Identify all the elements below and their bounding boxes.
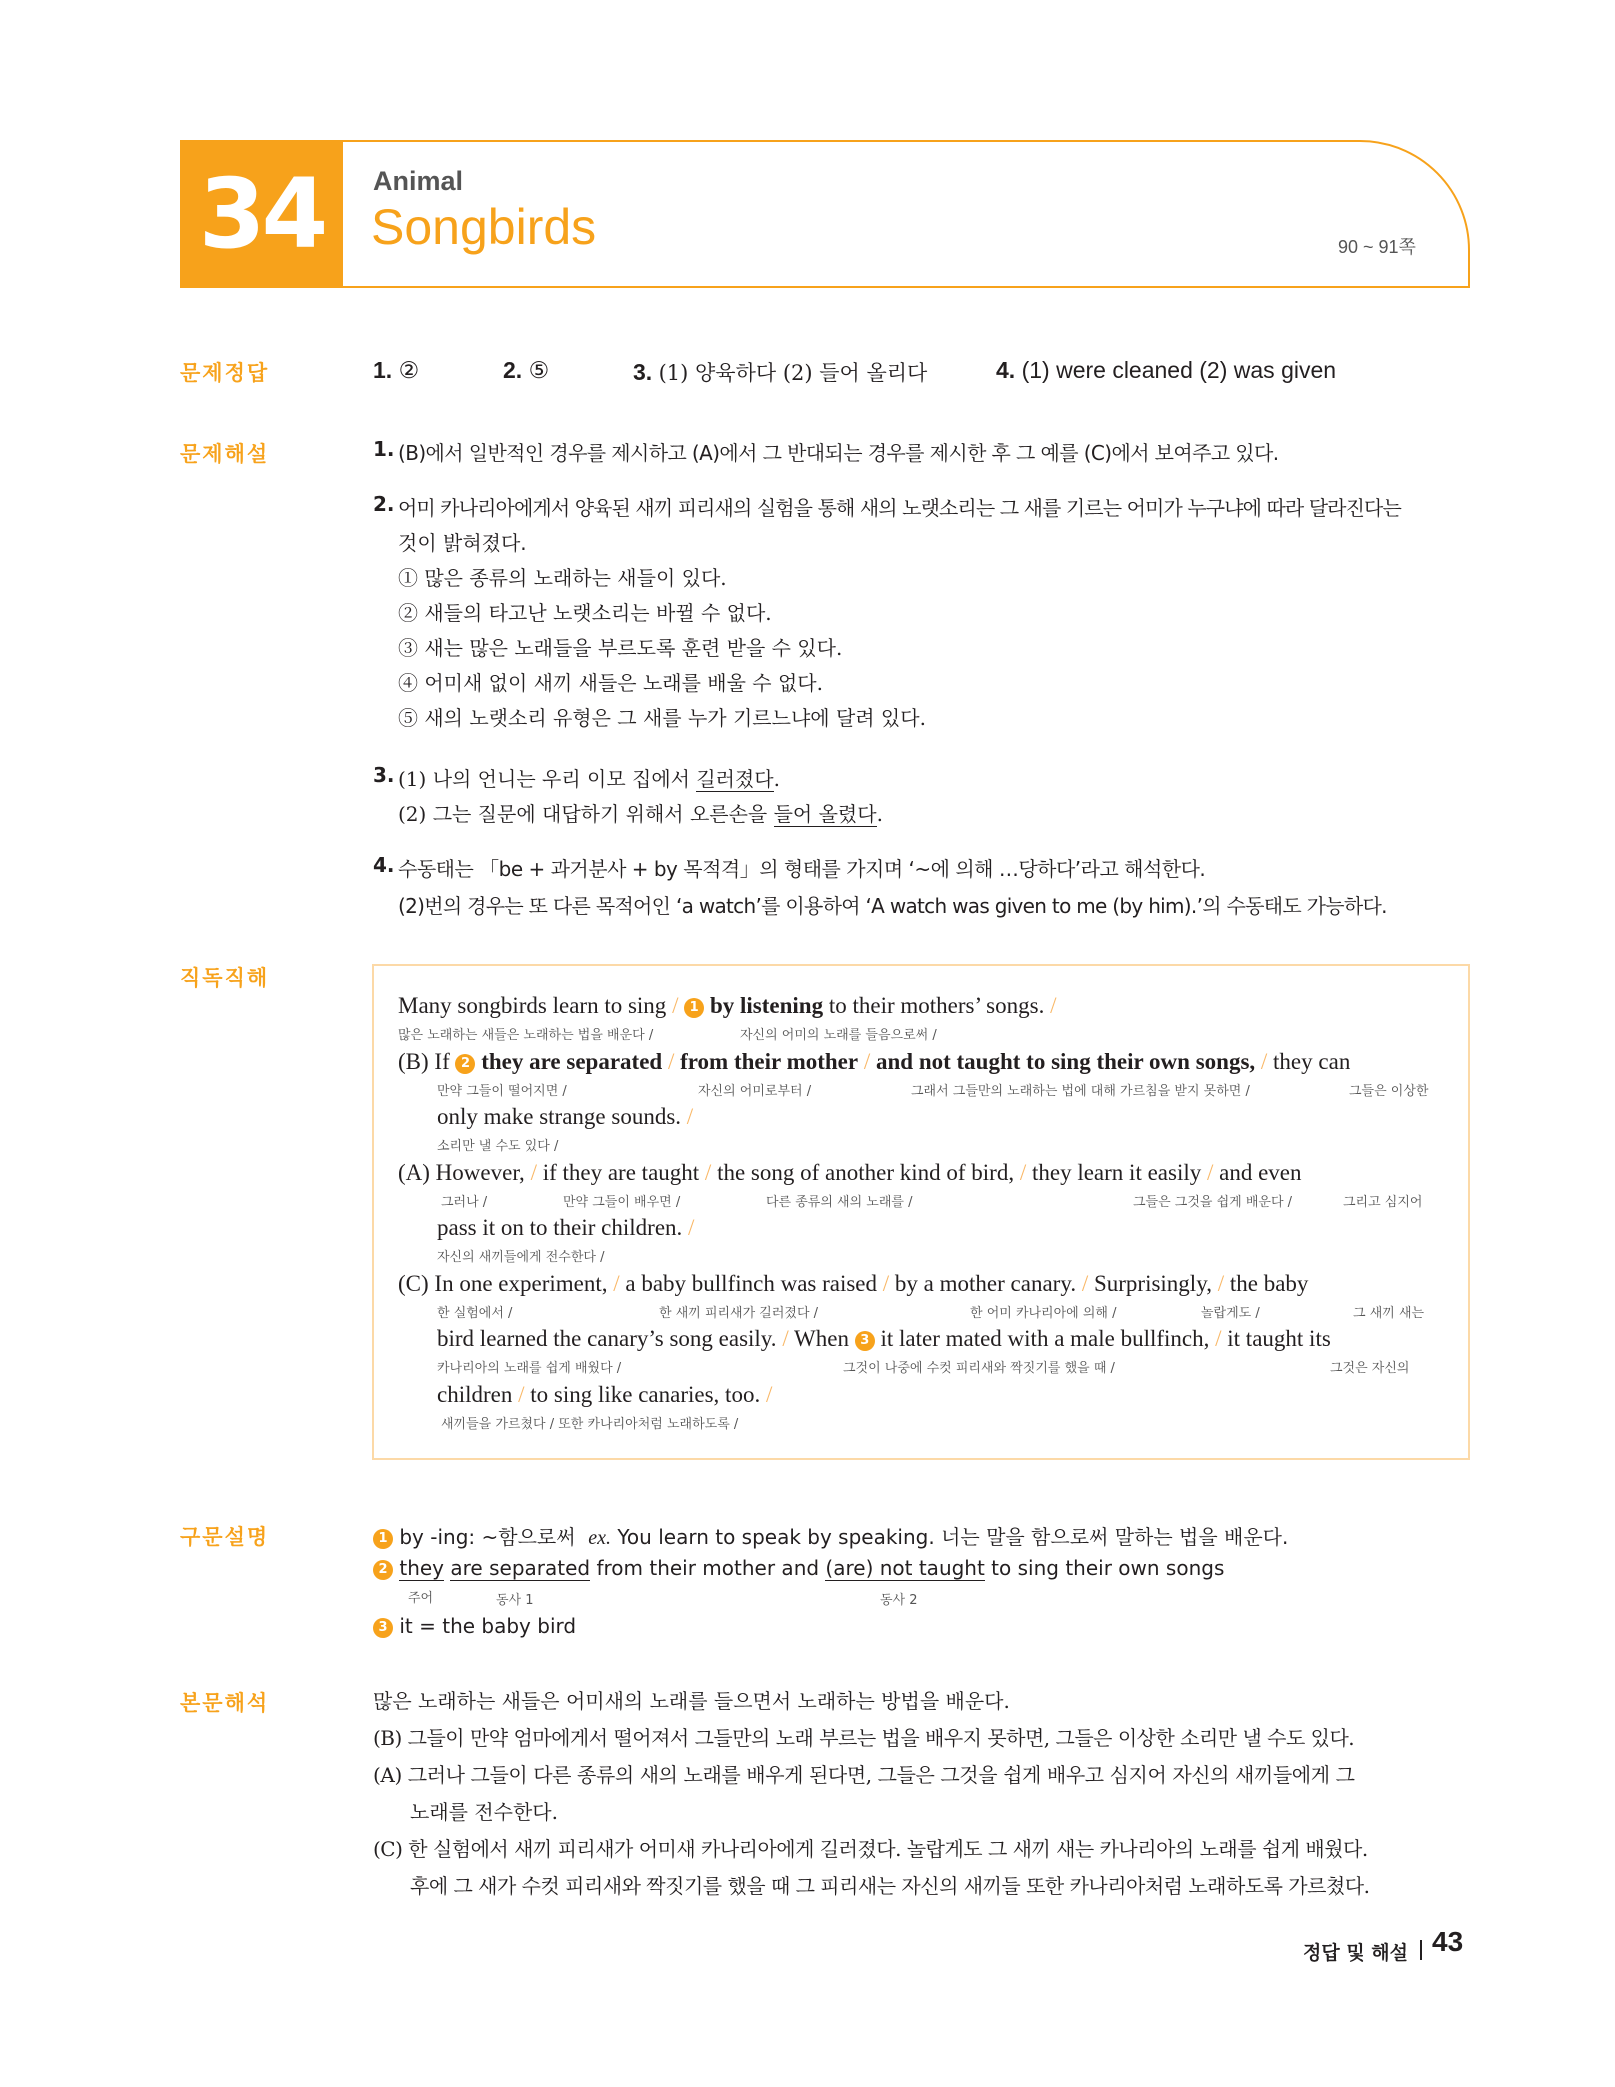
answer-3: 3. (1) 양육하다 (2) 들어 올리다 xyxy=(633,359,928,385)
reading-gloss-4c: 다른 종류의 새의 노래를 / xyxy=(766,1195,913,1210)
grammar-note-2: 2 they are separated from their mother and (are) not taught to sing their own songs xyxy=(373,1556,1224,1580)
grammar-note-1: 1 by -ing: ~함으로써 ex. You learn to speak by speaking. 너는 말을 함으로써 말하는 법을 배운다. xyxy=(373,1521,1288,1550)
reading-gloss-4a: 그러나 / xyxy=(441,1195,488,1210)
reading-gloss-2d: 그들은 이상한 xyxy=(1349,1084,1429,1099)
translation-3-line2: 노래를 전수한다. xyxy=(410,1800,558,1824)
reading-line-3: only make strange sounds. / xyxy=(437,1104,694,1129)
reading-gloss-7c: 그것은 자신의 xyxy=(1330,1361,1410,1376)
explanation-4-line1: 수동태는 「be + 과거분사 + by 목적격」의 형태를 가지며 ‘~에 의해 …당하다’라고 해석한다. xyxy=(398,857,1206,881)
reading-gloss-7b: 그것이 나중에 수컷 피리새와 짝짓기를 했을 때 / xyxy=(843,1361,1115,1376)
label-direct-reading: 직독직해 xyxy=(180,966,270,990)
reading-line-7: bird learned the canary’s song easily. / When 3 it later mated with a male bullfinch, / it taught its xyxy=(437,1326,1331,1351)
chapter-number: 34 xyxy=(180,140,343,288)
translation-3-line1: (A) 그러나 그들이 다른 종류의 새의 노래를 배우게 된다면, 그들은 그것을 쉽게 배우고 심지어 자신의 새끼들에게 그 xyxy=(373,1763,1355,1787)
label-answers: 문제정답 xyxy=(180,361,270,385)
option-2: ② 새들의 타고난 노랫소리는 바뀔 수 없다. xyxy=(398,601,772,625)
label-explanations: 문제해설 xyxy=(180,442,270,466)
explanation-4-line2: (2)번의 경우는 또 다른 목적어인 ‘a watch’를 이용하여 ‘A watch was given to me (by him).’의 수동태도 가능하다. xyxy=(398,894,1387,918)
chapter-category: Animal xyxy=(373,166,464,196)
explanation-2-line1: 어미 카나리아에게서 양육된 새끼 피리새의 실험을 통해 새의 노랫소리는 그 새를 기르는 어미가 누구냐에 따라 달라진다는 xyxy=(398,496,1401,520)
reading-gloss-7a: 카나리아의 노래를 쉽게 배웠다 / xyxy=(437,1361,622,1376)
reading-line-5: pass it on to their children. / xyxy=(437,1215,695,1240)
reading-line-1: Many songbirds learn to sing / 1 by listening to their mothers’ songs. / xyxy=(398,993,1057,1018)
explanation-1-text: (B)에서 일반적인 경우를 제시하고 (A)에서 그 반대되는 경우를 제시한 후 그 예를 (C)에서 보여주고 있다. xyxy=(398,441,1279,465)
option-4: ④ 어미새 없이 새끼 새들은 노래를 배울 수 없다. xyxy=(398,671,823,695)
page-number: 43 xyxy=(1432,1926,1464,1957)
reading-gloss-6d: 놀랍게도 / xyxy=(1201,1306,1260,1321)
answer-2: 2. ⑤ xyxy=(503,357,550,383)
reading-gloss-4e: 그리고 심지어 xyxy=(1343,1195,1423,1210)
translation-4-line1: (C) 한 실험에서 새끼 피리새가 어미새 카나리아에게 길러졌다. 놀랍게도 그 새끼 새는 카나리아의 노래를 쉽게 배웠다. xyxy=(373,1837,1368,1861)
reading-gloss-8: 새끼들을 가르쳤다 / 또한 카나리아처럼 노래하도록 / xyxy=(441,1417,739,1432)
reading-gloss-6b: 한 새끼 피리새가 길러졌다 / xyxy=(659,1306,819,1321)
chapter-title: Songbirds xyxy=(371,199,597,255)
reading-gloss-1a: 많은 노래하는 새들은 노래하는 법을 배운다 / xyxy=(398,1028,654,1043)
explanation-2-number: 2. xyxy=(373,492,395,516)
reading-line-2: (B) If 2 they are separated / from their mother / and not taught to sing their own songs, / they can xyxy=(398,1049,1351,1074)
reading-gloss-4d: 그들은 그것을 쉽게 배운다 / xyxy=(1133,1195,1293,1210)
reading-gloss-6c: 한 어미 카나리아에 의해 / xyxy=(970,1306,1117,1321)
reading-gloss-2c: 그래서 그들만의 노래하는 법에 대해 가르침을 받지 못하면 / xyxy=(911,1084,1250,1099)
grammar-sub-verb2: 동사 2 xyxy=(880,1593,918,1608)
option-5: ⑤ 새의 노랫소리 유형은 그 새를 누가 기르느냐에 달려 있다. xyxy=(398,706,926,730)
reading-gloss-3: 소리만 낼 수도 있다 / xyxy=(437,1139,559,1154)
option-1: ① 많은 종류의 노래하는 새들이 있다. xyxy=(398,566,727,590)
explanation-3-item2: (2) 그는 질문에 대답하기 위해서 오른손을 들어 올렸다. xyxy=(398,802,883,826)
reading-gloss-2b: 자신의 어미로부터 / xyxy=(698,1084,812,1099)
page-range: 90 ~ 91쪽 xyxy=(1338,237,1416,257)
grammar-sub-subject: 주어 xyxy=(408,1591,434,1606)
translation-2: (B) 그들이 만약 엄마에게서 떨어져서 그들만의 노래 부르는 법을 배우지 못하면, 그들은 이상한 소리만 낼 수도 있다. xyxy=(373,1726,1355,1750)
translation-4-line2: 후에 그 새가 수컷 피리새와 짝짓기를 했을 때 그 피리새는 자신의 새끼들 또한 카나리아처럼 노래하도록 가르쳤다. xyxy=(410,1874,1370,1898)
reading-gloss-5: 자신의 새끼들에게 전수한다 / xyxy=(437,1250,605,1265)
answer-4: 4. (1) were cleaned (2) was given xyxy=(996,357,1337,383)
reading-line-6: (C) In one experiment, / a baby bullfinch was raised / by a mother canary. / Surprisingly, / the baby xyxy=(398,1271,1309,1296)
label-translation: 본문해석 xyxy=(180,1691,270,1715)
explanation-1-number: 1. xyxy=(373,437,395,461)
label-grammar: 구문설명 xyxy=(180,1525,270,1549)
option-3: ③ 새는 많은 노래들을 부르도록 훈련 받을 수 있다. xyxy=(398,636,843,660)
reading-gloss-6e: 그 새끼 새는 xyxy=(1353,1306,1425,1321)
grammar-sub-verb1: 동사 1 xyxy=(496,1593,534,1608)
explanation-3-item1: (1) 나의 언니는 우리 이모 집에서 길러졌다. xyxy=(398,767,780,791)
reading-gloss-2a: 만약 그들이 떨어지면 / xyxy=(437,1084,567,1099)
reading-line-4: (A) However, / if they are taught / the song of another kind of bird, / they learn it easily / and even xyxy=(398,1160,1302,1185)
explanation-2-line2: 것이 밝혀졌다. xyxy=(398,531,527,555)
reading-line-8: children / to sing like canaries, too. / xyxy=(437,1382,773,1407)
explanation-3-number: 3. xyxy=(373,763,395,787)
translation-1: 많은 노래하는 새들은 어미새의 노래를 들으면서 노래하는 방법을 배운다. xyxy=(373,1689,1010,1713)
reading-gloss-1b: 자신의 어미의 노래를 들음으로써 / xyxy=(740,1028,937,1043)
reading-gloss-4b: 만약 그들이 배우면 / xyxy=(563,1195,681,1210)
footer-label: 정답 및 해설 xyxy=(1303,1942,1408,1964)
answer-1: 1. ② xyxy=(373,357,420,383)
footer-divider xyxy=(1420,1940,1422,1960)
grammar-note-3: 3 it = the baby bird xyxy=(373,1614,576,1638)
reading-gloss-6a: 한 실험에서 / xyxy=(437,1306,513,1321)
explanation-4-number: 4. xyxy=(373,853,395,877)
